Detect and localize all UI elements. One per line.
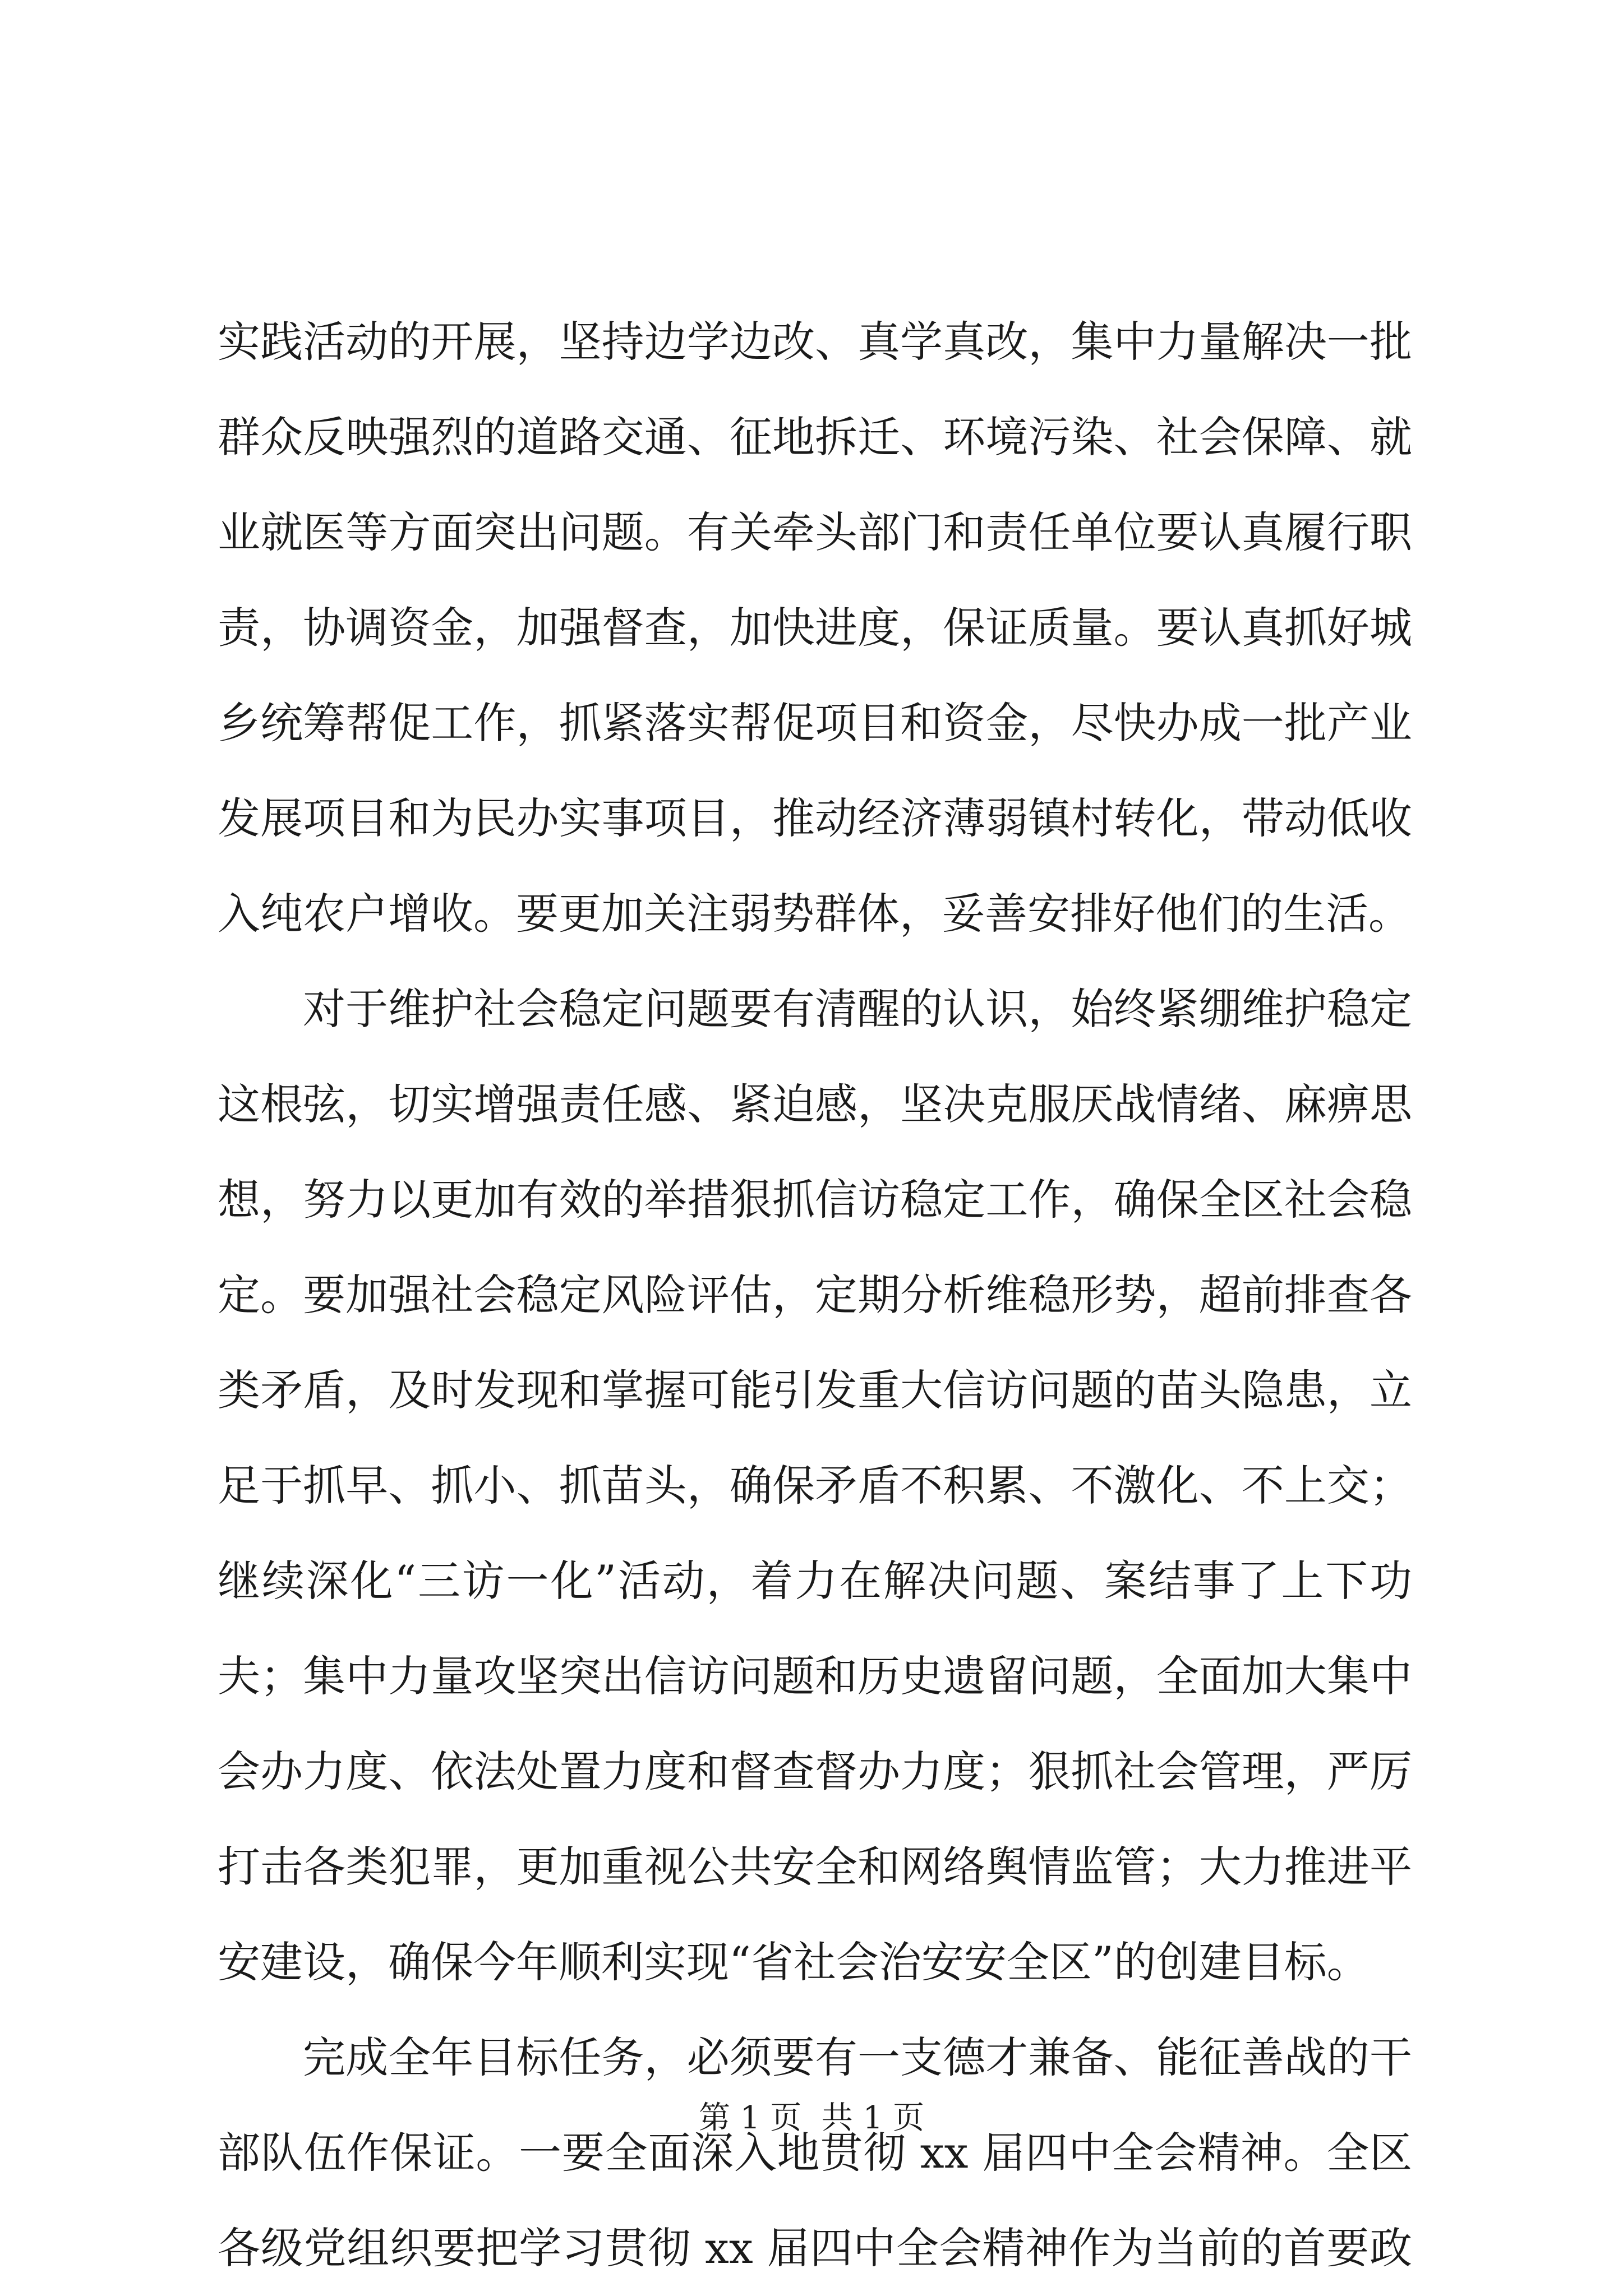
text-line: 继续深化“三访一化”活动，着力在解决问题、案结事了上下功 [218, 1556, 1412, 1606]
text-line: 完成全年目标任务，必须要有一支德才兼备、能征善战的干 [303, 2032, 1412, 2082]
paragraph-1 [218, 294, 1412, 962]
paragraph-2 [218, 962, 1412, 2010]
text-line: 入纯农户增收。要更加关注弱势群体，妥善安排好他们的生活。 [218, 889, 1411, 939]
text-line: 打击各类犯罪，更加重视公共安全和网络舆情监管；大力推进平 [218, 1842, 1412, 1892]
text-line: 实践活动的开展，坚持边学边改、真学真改，集中力量解决一批 [218, 317, 1412, 367]
text-line: 这根弦，切实增强责任感、紧迫感，坚决克服厌战情绪、麻痹思 [218, 1079, 1412, 1129]
text-line: 责，协调资金，加强督查，加快进度，保证质量。要认真抓好城 [218, 603, 1412, 653]
text-line: 想，努力以更加有效的举措狠抓信访稳定工作，确保全区社会稳 [218, 1175, 1412, 1225]
text-line: 夫；集中力量攻坚突出信访问题和历史遗留问题，全面加大集中 [218, 1651, 1412, 1701]
text-line: 群众反映强烈的道路交通、征地拆迁、环境污染、社会保障、就 [218, 412, 1412, 462]
text-line: 部队伍作保证。一要全面深入地贯彻 xx 届四中全会精神。全区 [218, 2128, 1412, 2178]
text-line: 类矛盾，及时发现和掌握可能引发重大信访问题的苗头隐患，立 [218, 1365, 1412, 1415]
text-line: 业就医等方面突出问题。有关牵头部门和责任单位要认真履行职 [218, 507, 1412, 557]
text-line: 会办力度、依法处置力度和督查督办力度；狠抓社会管理，严厉 [218, 1747, 1412, 1796]
document-body [218, 294, 1412, 2296]
text-line: 乡统筹帮促工作，抓紧落实帮促项目和资金，尽快办成一批产业 [218, 698, 1412, 748]
text-line: 各级党组织要把学习贯彻 xx 届四中全会精神作为当前的首要政 [218, 2223, 1412, 2273]
text-line: 发展项目和为民办实事项目，推动经济薄弱镇村转化，带动低收 [218, 793, 1412, 843]
paragraph-3 [218, 2010, 1412, 2296]
text-line: 足于抓早、抓小、抓苗头，确保矛盾不积累、不激化、不上交； [218, 1461, 1412, 1510]
text-line: 安建设，确保今年顺利实现“省社会治安安全区”的创建目标。 [218, 1937, 1370, 1987]
page-number-footer: 第 1 页 共 1 页 [698, 2100, 925, 2136]
text-line: 定。要加强社会稳定风险评估，定期分析维稳形势，超前排查各 [218, 1270, 1412, 1320]
text-line: 对于维护社会稳定问题要有清醒的认识，始终紧绷维护稳定 [303, 984, 1412, 1034]
